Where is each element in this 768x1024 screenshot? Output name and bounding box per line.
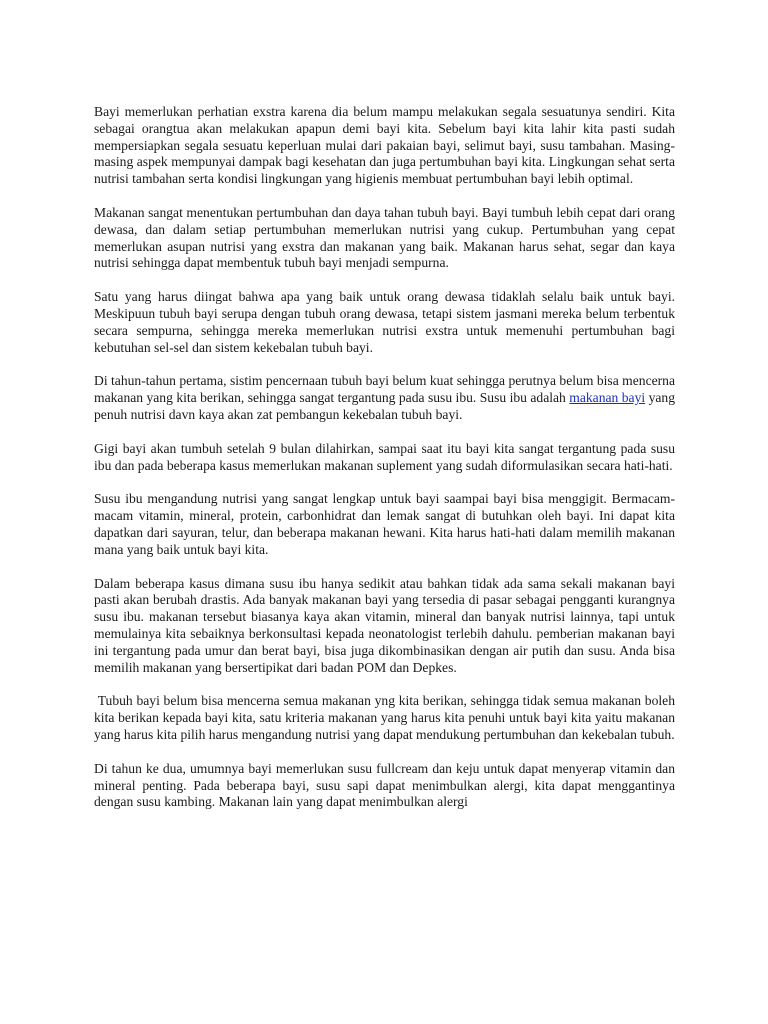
document-page — [94, 104, 682, 828]
paragraph-5: Gigi bayi akan tumbuh setelah 9 bulan dilahirkan, sampai saat itu bayi kita sangat tergantung pada susu ibu dan pada beberapa kasus memerlukan makanan suplement yang sudah diformulasikan secara hati-hati. — [94, 440, 679, 473]
paragraph-3: Satu yang harus diingat bahwa apa yang baik untuk orang dewasa tidaklah selalu baik untuk bayi. Meskipuun tubuh bayi serupa dengan tubuh orang dewasa, tetapi sistem jasmani mereka belum terbentuk secara sempurna, sehingga mereka memerlukan nutrisi exstra untuk memenuhi pertumbuhan bagi kebutuhan sel-sel dan sistem kekebalan tubuh bayi. — [94, 289, 679, 355]
paragraph-6: Susu ibu mengandung nutrisi yang sangat lengkap untuk bayi saampai bayi bisa menggigit. Bermacam-macam vitamin, mineral, protein, carbonhidrat dan lemak sangat di butuhkan oleh bayi. Ini dapat kita dapatkan dari sayuran, telur, dan beberapa makanan hewani. Kita harus hati-hati dalam memilih makanan mana yang baik untuk bayi kita. — [94, 491, 679, 557]
paragraph-9: Di tahun ke dua, umumnya bayi memerlukan susu fullcream dan keju untuk dapat menyerap vitamin dan mineral penting. Pada beberapa bayi, susu sapi dapat menimbulkan alergi, kita dapat menggantinya dengan susu kambing. Makanan lain yang dapat menimbulkan alergi — [94, 760, 679, 810]
paragraph-7: Dalam beberapa kasus dimana susu ibu hanya sedikit atau bahkan tidak ada sama sekali makanan bayi pasti akan berubah drastis. Ada banyak makanan bayi yang tersedia di pasar sebagai pengganti kurangnya susu ibu. makanan tersebut biasanya kaya akan vitamin, mineral dan banyak nutrisi lainnya, tapi untuk memulainya kita sebaiknya berkonsultasi kepada neonatologist terlebih dahulu. pemberian makanan bayi ini tergantung pada umur dan berat bayi, bisa juga dikombinasikan dengan air putih dan susu. Anda bisa memilih makanan yang bersertipikat dari badan POM dan Depkes. — [94, 575, 679, 675]
makanan-bayi-link[interactable]: makanan bayi — [569, 390, 646, 406]
paragraph-1: Bayi memerlukan perhatian exstra karena dia belum mampu melakukan segala sesuatunya sendiri. Kita sebagai orangtua akan melakukan apapun demi bayi kita. Sebelum bayi kita lahir kita pasti sudah mempersiapkan segala sesuatu keperluan mulai dari pakaian bayi, selimut bayi, susu tambahan. Masing-masing aspek mempunyai dampak bagi kesehatan dan juga pertumbuhan bayi kita. Lingkungan sehat serta nutrisi tambahan serta kondisi lingkungan yang higienis membuat pertumbuhan bayi lebih optimal. — [94, 104, 679, 187]
paragraph-2: Makanan sangat menentukan pertumbuhan dan daya tahan tubuh bayi. Bayi tumbuh lebih cepat dari orang dewasa, dan dalam setiap pertumbuhan memerlukan nutrisi yang cukup. Pertumbuhan yang cepat memerlukan asupan nutrisi yang exstra dan makanan yang baik. Makanan harus sehat, segar dan kaya nutrisi sehingga dapat membentuk tubuh bayi menjadi sempurna. — [94, 204, 679, 271]
paragraph-8: Tubuh bayi belum bisa mencerna semua makanan yng kita berikan, sehingga tidak semua makanan boleh kita berikan kepada bayi kita, satu kriteria makanan yang harus kita penuhi untuk bayi kita yaitu makanan yang harus kita pilih harus mengandung nutrisi yang dapat mendukung pertumbuhan dan kekebalan tubuh. — [94, 693, 679, 742]
paragraph-4-text-after: yang penuh nutrisi davn kaya akan zat pembangun kekebalan tubuh bayi. — [94, 390, 679, 422]
paragraph-4 — [94, 373, 682, 423]
paragraph-4-text-before: Di tahun-tahun pertama, sistim pencernaan tubuh bayi belum kuat sehingga perutnya belum bisa mencerna makanan yang kita berikan, sehingga sangat tergantung pada susu ibu. Susu ibu adalah — [94, 373, 682, 406]
